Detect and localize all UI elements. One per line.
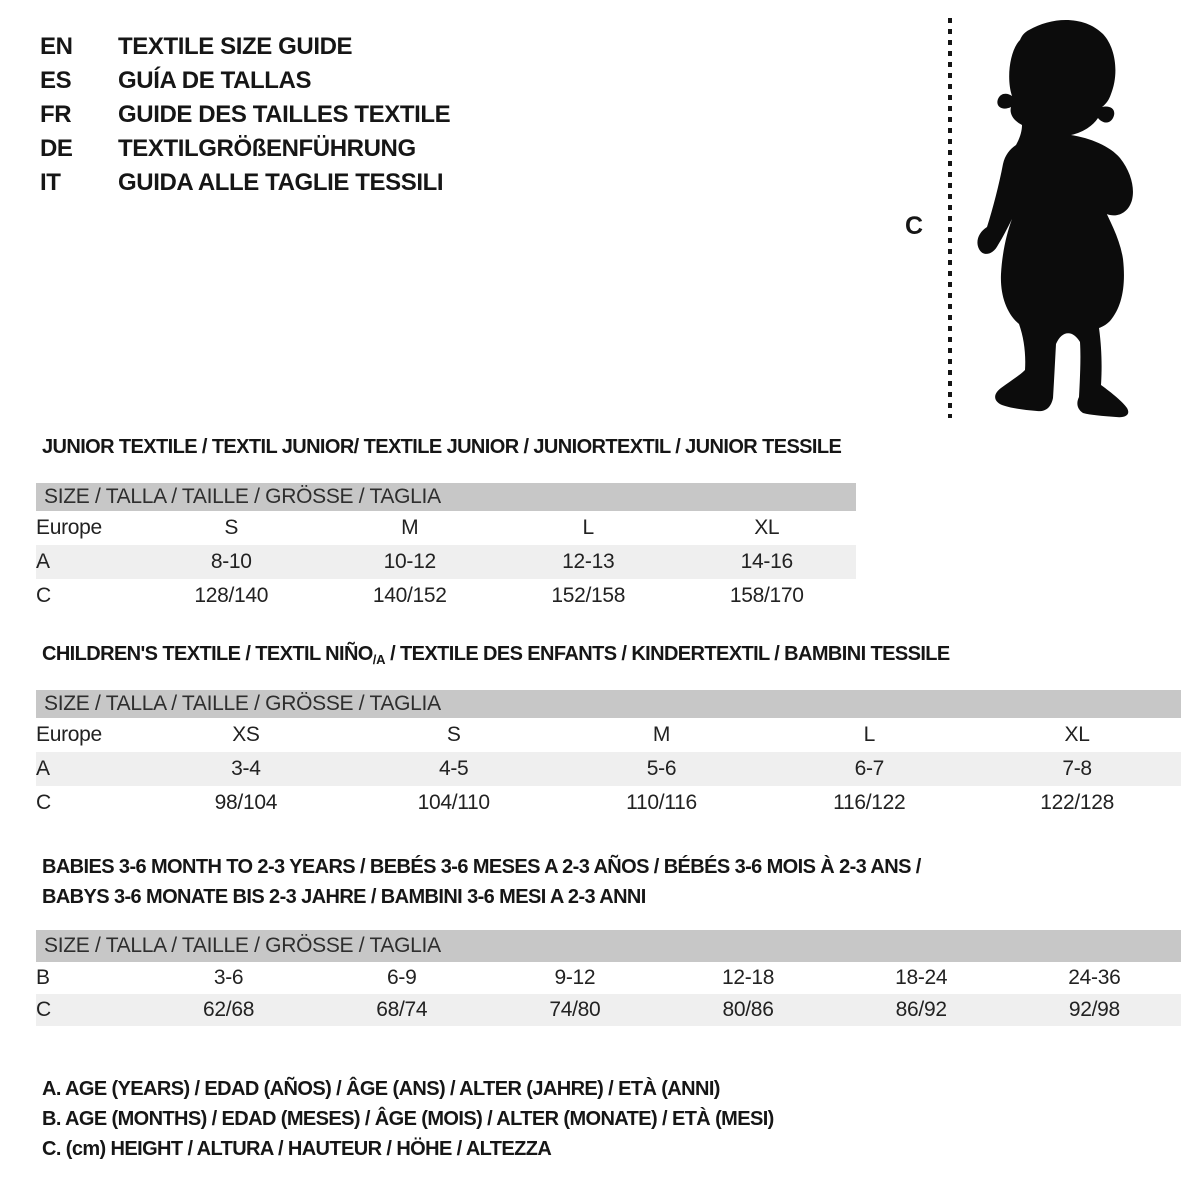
table-row [36, 994, 1181, 1026]
table-header-band-label: SIZE / TALLA / TAILLE / GRÖSSE / TAGLIA [36, 930, 1181, 962]
cell: 62/68 [142, 994, 315, 1026]
cell: 152/158 [551, 584, 626, 607]
row-label: A [36, 752, 142, 786]
cell: 80/86 [661, 994, 834, 1026]
height-measure-label: C [905, 212, 924, 240]
language-title-list [40, 30, 450, 200]
cell: 74/80 [488, 994, 661, 1026]
table-header-band-label: SIZE / TALLA / TAILLE / GRÖSSE / TAGLIA [36, 483, 856, 511]
table-header-band [36, 690, 1181, 718]
cell: L [582, 516, 594, 539]
cell: 98/104 [214, 791, 278, 814]
children-section-title [42, 643, 950, 667]
row-label: B [36, 966, 50, 989]
cell: 8-10 [142, 545, 321, 579]
language-title: TEXTILGRÖßENFÜHRUNG [118, 135, 416, 162]
height-dashed-line [948, 18, 952, 418]
table-row [36, 511, 856, 545]
junior-size-table [36, 483, 856, 613]
row-label: C [36, 584, 51, 607]
row-label: C [36, 994, 142, 1026]
cell: 24-36 [1068, 966, 1121, 989]
language-row [40, 98, 450, 132]
language-code: FR [40, 101, 72, 128]
cell: 158/170 [729, 584, 804, 607]
table-header-band-label: SIZE / TALLA / TAILLE / GRÖSSE / TAGLIA [36, 690, 1181, 718]
cell: 122/128 [1040, 791, 1114, 814]
language-title: GUIDE DES TAILLES TEXTILE [118, 101, 451, 128]
babies-size-table [36, 930, 1181, 1026]
row-label: Europe [36, 516, 102, 539]
babies-section-title [42, 852, 921, 912]
table-header-band [36, 483, 856, 511]
cell: 6-9 [387, 966, 417, 989]
cell: 92/98 [1008, 994, 1181, 1026]
cell: L [863, 723, 875, 746]
babies-title-line2: BABYS 3-6 MONATE BIS 2-3 JAHRE / BAMBINI 3-6 MESI A 2-3 ANNI [42, 886, 646, 908]
cell: 104/110 [417, 791, 490, 814]
cell: 110/116 [626, 791, 697, 814]
language-title: GUÍA DE TALLAS [118, 67, 312, 94]
row-label: Europe [36, 723, 102, 746]
language-code: DE [40, 135, 73, 162]
cell: 3-6 [213, 966, 244, 989]
children-title-prefix: CHILDREN'S TEXTILE / TEXTIL NIÑO [42, 643, 373, 665]
children-title-suffix: / TEXTILE DES ENFANTS / KINDERTEXTIL / BAMBINI TESSILE [385, 643, 950, 665]
language-title: TEXTILE SIZE GUIDE [118, 33, 353, 60]
table-row [36, 579, 856, 613]
cell: XS [232, 723, 260, 746]
language-row [40, 166, 450, 200]
row-label: A [36, 545, 142, 579]
children-title-subscript: /A [372, 652, 386, 667]
table-row [36, 752, 1181, 786]
table-header-band [36, 930, 1181, 962]
language-row [40, 132, 450, 166]
children-size-table [36, 690, 1181, 820]
cell: 128/140 [194, 584, 269, 607]
language-code: EN [40, 33, 73, 60]
junior-section-title: JUNIOR TEXTILE / TEXTIL JUNIOR/ TEXTILE JUNIOR / JUNIORTEXTIL / JUNIOR TESSILE [42, 436, 842, 458]
table-row [36, 786, 1181, 820]
row-label: C [36, 791, 51, 814]
cell: 68/74 [315, 994, 488, 1026]
legend-line-a: A. AGE (YEARS) / EDAD (AÑOS) / ÂGE (ANS) / ALTER (JAHRE) / ETÀ (ANNI) [42, 1078, 720, 1100]
cell: XL [754, 516, 780, 539]
cell: 10-12 [321, 545, 500, 579]
cell: 12-18 [721, 966, 775, 989]
cell: 7-8 [973, 752, 1181, 786]
language-code: IT [40, 169, 61, 196]
cell: XL [1064, 723, 1090, 746]
cell: 14-16 [678, 545, 857, 579]
cell: 116/122 [833, 791, 906, 814]
cell: 3-4 [142, 752, 350, 786]
cell: 86/92 [835, 994, 1008, 1026]
table-row [36, 718, 1181, 752]
cell: 18-24 [895, 966, 948, 989]
cell: 6-7 [765, 752, 973, 786]
language-row [40, 64, 450, 98]
cell: M [652, 723, 671, 746]
cell: S [446, 723, 461, 746]
babies-title-line1: BABIES 3-6 MONTH TO 2-3 YEARS / BEBÉS 3-6 MESES A 2-3 AÑOS / BÉBÉS 3-6 MOIS À 2-3 ANS / [42, 856, 921, 878]
cell: 5-6 [558, 752, 766, 786]
cell: M [401, 516, 419, 539]
table-row [36, 545, 856, 579]
measure-legend [42, 1074, 774, 1164]
cell: 140/152 [372, 584, 447, 607]
language-title: GUIDA ALLE TAGLIE TESSILI [118, 169, 444, 196]
cell: 9-12 [554, 966, 596, 989]
legend-line-b: B. AGE (MONTHS) / EDAD (MESES) / ÂGE (MOIS) / ALTER (MONATE) / ETÀ (MESI) [42, 1108, 774, 1130]
language-row [40, 30, 450, 64]
cell: S [224, 516, 239, 539]
table-row [36, 962, 1181, 994]
legend-line-c: C. (cm) HEIGHT / ALTURA / HAUTEUR / HÖHE / ALTEZZA [42, 1138, 552, 1160]
cell: 12-13 [499, 545, 678, 579]
language-code: ES [40, 67, 72, 94]
cell: 4-5 [350, 752, 558, 786]
toddler-silhouette-icon [962, 14, 1144, 420]
